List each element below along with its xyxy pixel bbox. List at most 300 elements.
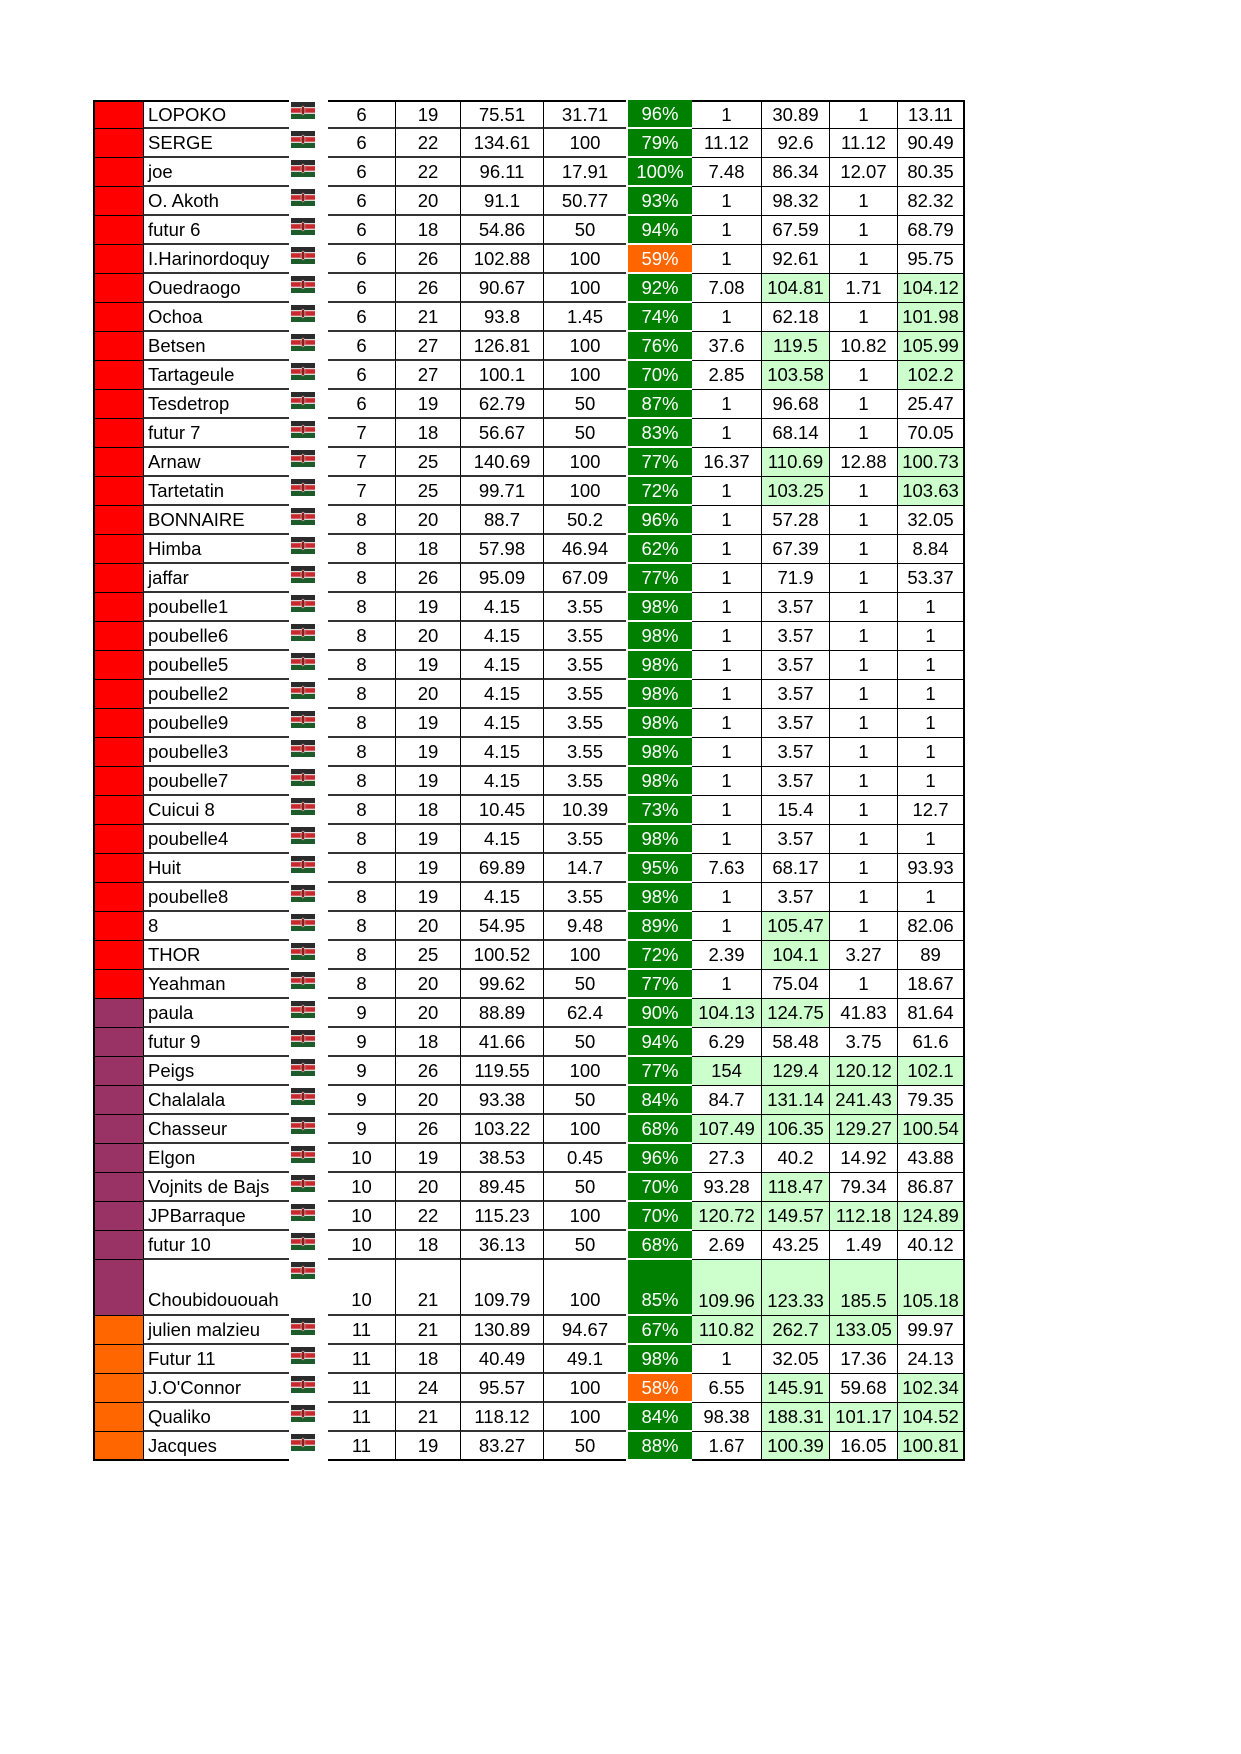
percent-cell[interactable]: 68% bbox=[626, 1231, 692, 1260]
col-b-cell[interactable]: 19 bbox=[395, 390, 460, 419]
col-a-cell[interactable]: 7 bbox=[328, 477, 395, 506]
col-e-cell[interactable]: 27.3 bbox=[692, 1144, 761, 1173]
col-e-cell[interactable]: 7.08 bbox=[692, 274, 761, 303]
col-g-cell[interactable]: 16.05 bbox=[829, 1432, 897, 1461]
col-f-cell[interactable]: 58.48 bbox=[761, 1028, 829, 1057]
percent-cell[interactable]: 98% bbox=[626, 680, 692, 709]
col-c-cell[interactable]: 40.49 bbox=[460, 1345, 543, 1374]
col-d-cell[interactable]: 3.55 bbox=[543, 767, 626, 796]
col-d-cell[interactable]: 3.55 bbox=[543, 738, 626, 767]
col-b-cell[interactable]: 20 bbox=[395, 680, 460, 709]
percent-cell[interactable]: 92% bbox=[626, 274, 692, 303]
col-e-cell[interactable]: 7.48 bbox=[692, 158, 761, 187]
col-e-cell[interactable]: 1.67 bbox=[692, 1432, 761, 1461]
percent-cell[interactable]: 85% bbox=[626, 1260, 692, 1316]
col-a-cell[interactable]: 9 bbox=[328, 1086, 395, 1115]
col-e-cell[interactable]: 1 bbox=[692, 883, 761, 912]
col-e-cell[interactable]: 1 bbox=[692, 390, 761, 419]
col-h-cell[interactable]: 1 bbox=[897, 651, 965, 680]
col-d-cell[interactable]: 50 bbox=[543, 970, 626, 999]
col-f-cell[interactable]: 30.89 bbox=[761, 100, 829, 129]
player-name-cell[interactable]: poubelle4 bbox=[143, 825, 289, 854]
col-f-cell[interactable]: 119.5 bbox=[761, 332, 829, 361]
col-h-cell[interactable]: 1 bbox=[897, 680, 965, 709]
percent-cell[interactable]: 94% bbox=[626, 216, 692, 245]
col-e-cell[interactable]: 1 bbox=[692, 535, 761, 564]
col-h-cell[interactable]: 103.63 bbox=[897, 477, 965, 506]
col-b-cell[interactable]: 22 bbox=[395, 158, 460, 187]
col-c-cell[interactable]: 4.15 bbox=[460, 622, 543, 651]
col-d-cell[interactable]: 100 bbox=[543, 245, 626, 274]
col-a-cell[interactable]: 10 bbox=[328, 1231, 395, 1260]
percent-cell[interactable]: 84% bbox=[626, 1086, 692, 1115]
col-d-cell[interactable]: 49.1 bbox=[543, 1345, 626, 1374]
col-b-cell[interactable]: 19 bbox=[395, 593, 460, 622]
player-name-cell[interactable]: SERGE bbox=[143, 129, 289, 158]
col-d-cell[interactable]: 50 bbox=[543, 419, 626, 448]
percent-cell[interactable]: 76% bbox=[626, 332, 692, 361]
col-b-cell[interactable]: 18 bbox=[395, 1231, 460, 1260]
col-b-cell[interactable]: 26 bbox=[395, 564, 460, 593]
col-g-cell[interactable]: 12.88 bbox=[829, 448, 897, 477]
col-h-cell[interactable]: 81.64 bbox=[897, 999, 965, 1028]
col-c-cell[interactable]: 109.79 bbox=[460, 1260, 543, 1316]
col-f-cell[interactable]: 262.7 bbox=[761, 1316, 829, 1345]
col-h-cell[interactable]: 82.06 bbox=[897, 912, 965, 941]
col-h-cell[interactable]: 80.35 bbox=[897, 158, 965, 187]
col-a-cell[interactable]: 8 bbox=[328, 680, 395, 709]
col-a-cell[interactable]: 6 bbox=[328, 274, 395, 303]
col-h-cell[interactable]: 68.79 bbox=[897, 216, 965, 245]
col-g-cell[interactable]: 1 bbox=[829, 419, 897, 448]
percent-cell[interactable]: 72% bbox=[626, 941, 692, 970]
player-name-cell[interactable]: Futur 11 bbox=[143, 1345, 289, 1374]
percent-cell[interactable]: 98% bbox=[626, 767, 692, 796]
col-a-cell[interactable]: 11 bbox=[328, 1345, 395, 1374]
col-a-cell[interactable]: 6 bbox=[328, 216, 395, 245]
col-a-cell[interactable]: 8 bbox=[328, 622, 395, 651]
col-b-cell[interactable]: 22 bbox=[395, 129, 460, 158]
col-c-cell[interactable]: 126.81 bbox=[460, 332, 543, 361]
col-a-cell[interactable]: 7 bbox=[328, 419, 395, 448]
col-g-cell[interactable]: 241.43 bbox=[829, 1086, 897, 1115]
percent-cell[interactable]: 74% bbox=[626, 303, 692, 332]
col-h-cell[interactable]: 100.81 bbox=[897, 1432, 965, 1461]
percent-cell[interactable]: 94% bbox=[626, 1028, 692, 1057]
col-a-cell[interactable]: 8 bbox=[328, 796, 395, 825]
percent-cell[interactable]: 90% bbox=[626, 999, 692, 1028]
col-f-cell[interactable]: 43.25 bbox=[761, 1231, 829, 1260]
col-c-cell[interactable]: 95.09 bbox=[460, 564, 543, 593]
col-b-cell[interactable]: 20 bbox=[395, 187, 460, 216]
col-f-cell[interactable]: 3.57 bbox=[761, 680, 829, 709]
col-b-cell[interactable]: 18 bbox=[395, 419, 460, 448]
player-name-cell[interactable]: Tesdetrop bbox=[143, 390, 289, 419]
col-e-cell[interactable]: 1 bbox=[692, 593, 761, 622]
percent-cell[interactable]: 62% bbox=[626, 535, 692, 564]
col-c-cell[interactable]: 75.51 bbox=[460, 100, 543, 129]
col-e-cell[interactable]: 2.69 bbox=[692, 1231, 761, 1260]
col-e-cell[interactable]: 2.85 bbox=[692, 361, 761, 390]
col-c-cell[interactable]: 56.67 bbox=[460, 419, 543, 448]
col-c-cell[interactable]: 10.45 bbox=[460, 796, 543, 825]
col-f-cell[interactable]: 71.9 bbox=[761, 564, 829, 593]
col-d-cell[interactable]: 9.48 bbox=[543, 912, 626, 941]
col-h-cell[interactable]: 8.84 bbox=[897, 535, 965, 564]
percent-cell[interactable]: 98% bbox=[626, 825, 692, 854]
percent-cell[interactable]: 68% bbox=[626, 1115, 692, 1144]
col-c-cell[interactable]: 103.22 bbox=[460, 1115, 543, 1144]
col-a-cell[interactable]: 9 bbox=[328, 1028, 395, 1057]
col-c-cell[interactable]: 118.12 bbox=[460, 1403, 543, 1432]
col-a-cell[interactable]: 6 bbox=[328, 158, 395, 187]
player-name-cell[interactable]: Peigs bbox=[143, 1057, 289, 1086]
percent-cell[interactable]: 77% bbox=[626, 448, 692, 477]
col-b-cell[interactable]: 20 bbox=[395, 999, 460, 1028]
col-g-cell[interactable]: 1 bbox=[829, 738, 897, 767]
percent-cell[interactable]: 96% bbox=[626, 506, 692, 535]
col-f-cell[interactable]: 62.18 bbox=[761, 303, 829, 332]
col-h-cell[interactable]: 1 bbox=[897, 593, 965, 622]
col-g-cell[interactable]: 10.82 bbox=[829, 332, 897, 361]
col-b-cell[interactable]: 19 bbox=[395, 1432, 460, 1461]
percent-cell[interactable]: 72% bbox=[626, 477, 692, 506]
col-d-cell[interactable]: 100 bbox=[543, 1260, 626, 1316]
col-c-cell[interactable]: 96.11 bbox=[460, 158, 543, 187]
col-g-cell[interactable]: 41.83 bbox=[829, 999, 897, 1028]
col-d-cell[interactable]: 1.45 bbox=[543, 303, 626, 332]
col-d-cell[interactable]: 3.55 bbox=[543, 651, 626, 680]
col-b-cell[interactable]: 24 bbox=[395, 1374, 460, 1403]
col-g-cell[interactable]: 1 bbox=[829, 564, 897, 593]
col-e-cell[interactable]: 1 bbox=[692, 709, 761, 738]
col-h-cell[interactable]: 53.37 bbox=[897, 564, 965, 593]
player-name-cell[interactable]: J.O'Connor bbox=[143, 1374, 289, 1403]
col-c-cell[interactable]: 134.61 bbox=[460, 129, 543, 158]
col-h-cell[interactable]: 1 bbox=[897, 709, 965, 738]
col-b-cell[interactable]: 19 bbox=[395, 651, 460, 680]
col-g-cell[interactable]: 1 bbox=[829, 245, 897, 274]
col-a-cell[interactable]: 9 bbox=[328, 1115, 395, 1144]
col-g-cell[interactable]: 1.71 bbox=[829, 274, 897, 303]
col-c-cell[interactable]: 130.89 bbox=[460, 1316, 543, 1345]
player-name-cell[interactable]: futur 7 bbox=[143, 419, 289, 448]
col-c-cell[interactable]: 99.71 bbox=[460, 477, 543, 506]
col-f-cell[interactable]: 3.57 bbox=[761, 767, 829, 796]
col-e-cell[interactable]: 1 bbox=[692, 767, 761, 796]
col-d-cell[interactable]: 46.94 bbox=[543, 535, 626, 564]
percent-cell[interactable]: 58% bbox=[626, 1374, 692, 1403]
player-name-cell[interactable]: poubelle2 bbox=[143, 680, 289, 709]
col-c-cell[interactable]: 100.1 bbox=[460, 361, 543, 390]
col-b-cell[interactable]: 20 bbox=[395, 1086, 460, 1115]
col-g-cell[interactable]: 1 bbox=[829, 535, 897, 564]
col-a-cell[interactable]: 8 bbox=[328, 912, 395, 941]
col-h-cell[interactable]: 105.18 bbox=[897, 1260, 965, 1316]
col-c-cell[interactable]: 4.15 bbox=[460, 767, 543, 796]
col-e-cell[interactable]: 98.38 bbox=[692, 1403, 761, 1432]
player-name-cell[interactable]: Huit bbox=[143, 854, 289, 883]
col-b-cell[interactable]: 21 bbox=[395, 1403, 460, 1432]
col-h-cell[interactable]: 1 bbox=[897, 738, 965, 767]
col-a-cell[interactable]: 8 bbox=[328, 506, 395, 535]
col-d-cell[interactable]: 100 bbox=[543, 332, 626, 361]
col-g-cell[interactable]: 1 bbox=[829, 883, 897, 912]
col-h-cell[interactable]: 101.98 bbox=[897, 303, 965, 332]
col-f-cell[interactable]: 149.57 bbox=[761, 1202, 829, 1231]
player-name-cell[interactable]: JPBarraque bbox=[143, 1202, 289, 1231]
percent-cell[interactable]: 98% bbox=[626, 1345, 692, 1374]
col-e-cell[interactable]: 1 bbox=[692, 680, 761, 709]
percent-cell[interactable]: 59% bbox=[626, 245, 692, 274]
col-f-cell[interactable]: 67.39 bbox=[761, 535, 829, 564]
col-d-cell[interactable]: 94.67 bbox=[543, 1316, 626, 1345]
col-b-cell[interactable]: 18 bbox=[395, 1345, 460, 1374]
col-b-cell[interactable]: 26 bbox=[395, 274, 460, 303]
col-f-cell[interactable]: 32.05 bbox=[761, 1345, 829, 1374]
col-c-cell[interactable]: 99.62 bbox=[460, 970, 543, 999]
player-name-cell[interactable]: Qualiko bbox=[143, 1403, 289, 1432]
col-h-cell[interactable]: 95.75 bbox=[897, 245, 965, 274]
col-e-cell[interactable]: 1 bbox=[692, 245, 761, 274]
player-name-cell[interactable]: BONNAIRE bbox=[143, 506, 289, 535]
col-c-cell[interactable]: 69.89 bbox=[460, 854, 543, 883]
col-h-cell[interactable]: 104.12 bbox=[897, 274, 965, 303]
col-h-cell[interactable]: 25.47 bbox=[897, 390, 965, 419]
col-d-cell[interactable]: 3.55 bbox=[543, 593, 626, 622]
col-b-cell[interactable]: 20 bbox=[395, 622, 460, 651]
col-g-cell[interactable]: 1 bbox=[829, 303, 897, 332]
percent-cell[interactable]: 70% bbox=[626, 1173, 692, 1202]
percent-cell[interactable]: 96% bbox=[626, 1144, 692, 1173]
col-d-cell[interactable]: 14.7 bbox=[543, 854, 626, 883]
col-g-cell[interactable]: 1 bbox=[829, 593, 897, 622]
col-h-cell[interactable]: 82.32 bbox=[897, 187, 965, 216]
col-a-cell[interactable]: 8 bbox=[328, 970, 395, 999]
col-d-cell[interactable]: 3.55 bbox=[543, 709, 626, 738]
col-b-cell[interactable]: 20 bbox=[395, 506, 460, 535]
col-f-cell[interactable]: 3.57 bbox=[761, 825, 829, 854]
col-e-cell[interactable]: 1 bbox=[692, 1345, 761, 1374]
player-name-cell[interactable]: Jacques bbox=[143, 1432, 289, 1461]
col-f-cell[interactable]: 96.68 bbox=[761, 390, 829, 419]
col-a-cell[interactable]: 11 bbox=[328, 1316, 395, 1345]
col-e-cell[interactable]: 6.29 bbox=[692, 1028, 761, 1057]
col-h-cell[interactable]: 18.67 bbox=[897, 970, 965, 999]
col-d-cell[interactable]: 100 bbox=[543, 1202, 626, 1231]
percent-cell[interactable]: 98% bbox=[626, 709, 692, 738]
percent-cell[interactable]: 77% bbox=[626, 970, 692, 999]
col-c-cell[interactable]: 95.57 bbox=[460, 1374, 543, 1403]
col-f-cell[interactable]: 3.57 bbox=[761, 883, 829, 912]
col-h-cell[interactable]: 90.49 bbox=[897, 129, 965, 158]
col-f-cell[interactable]: 106.35 bbox=[761, 1115, 829, 1144]
col-g-cell[interactable]: 1 bbox=[829, 825, 897, 854]
col-c-cell[interactable]: 100.52 bbox=[460, 941, 543, 970]
col-d-cell[interactable]: 50 bbox=[543, 216, 626, 245]
col-a-cell[interactable]: 9 bbox=[328, 999, 395, 1028]
col-e-cell[interactable]: 1 bbox=[692, 506, 761, 535]
percent-cell[interactable]: 96% bbox=[626, 100, 692, 129]
col-b-cell[interactable]: 19 bbox=[395, 1144, 460, 1173]
col-d-cell[interactable]: 67.09 bbox=[543, 564, 626, 593]
col-b-cell[interactable]: 19 bbox=[395, 883, 460, 912]
col-h-cell[interactable]: 1 bbox=[897, 883, 965, 912]
col-h-cell[interactable]: 102.34 bbox=[897, 1374, 965, 1403]
col-h-cell[interactable]: 104.52 bbox=[897, 1403, 965, 1432]
col-a-cell[interactable]: 8 bbox=[328, 883, 395, 912]
col-f-cell[interactable]: 145.91 bbox=[761, 1374, 829, 1403]
col-g-cell[interactable]: 1 bbox=[829, 767, 897, 796]
col-b-cell[interactable]: 19 bbox=[395, 854, 460, 883]
col-d-cell[interactable]: 50 bbox=[543, 390, 626, 419]
col-e-cell[interactable]: 1 bbox=[692, 477, 761, 506]
col-b-cell[interactable]: 25 bbox=[395, 448, 460, 477]
player-name-cell[interactable]: poubelle7 bbox=[143, 767, 289, 796]
col-e-cell[interactable]: 1 bbox=[692, 303, 761, 332]
player-name-cell[interactable]: Chalalala bbox=[143, 1086, 289, 1115]
col-d-cell[interactable]: 3.55 bbox=[543, 825, 626, 854]
col-c-cell[interactable]: 4.15 bbox=[460, 680, 543, 709]
col-b-cell[interactable]: 27 bbox=[395, 361, 460, 390]
percent-cell[interactable]: 88% bbox=[626, 1432, 692, 1461]
col-g-cell[interactable]: 1 bbox=[829, 709, 897, 738]
col-b-cell[interactable]: 21 bbox=[395, 303, 460, 332]
player-name-cell[interactable]: Chasseur bbox=[143, 1115, 289, 1144]
player-name-cell[interactable]: poubelle9 bbox=[143, 709, 289, 738]
col-f-cell[interactable]: 68.17 bbox=[761, 854, 829, 883]
col-b-cell[interactable]: 25 bbox=[395, 477, 460, 506]
col-f-cell[interactable]: 3.57 bbox=[761, 651, 829, 680]
col-e-cell[interactable]: 16.37 bbox=[692, 448, 761, 477]
player-name-cell[interactable]: THOR bbox=[143, 941, 289, 970]
col-d-cell[interactable]: 50 bbox=[543, 1173, 626, 1202]
col-c-cell[interactable]: 91.1 bbox=[460, 187, 543, 216]
col-d-cell[interactable]: 100 bbox=[543, 274, 626, 303]
col-e-cell[interactable]: 120.72 bbox=[692, 1202, 761, 1231]
col-d-cell[interactable]: 17.91 bbox=[543, 158, 626, 187]
col-b-cell[interactable]: 25 bbox=[395, 941, 460, 970]
col-e-cell[interactable]: 1 bbox=[692, 100, 761, 129]
col-a-cell[interactable]: 8 bbox=[328, 709, 395, 738]
col-e-cell[interactable]: 1 bbox=[692, 187, 761, 216]
col-f-cell[interactable]: 103.58 bbox=[761, 361, 829, 390]
col-b-cell[interactable]: 18 bbox=[395, 1028, 460, 1057]
percent-cell[interactable]: 83% bbox=[626, 419, 692, 448]
player-name-cell[interactable]: Himba bbox=[143, 535, 289, 564]
col-f-cell[interactable]: 104.1 bbox=[761, 941, 829, 970]
percent-cell[interactable]: 100% bbox=[626, 158, 692, 187]
player-name-cell[interactable]: I.Harinordoquy bbox=[143, 245, 289, 274]
player-name-cell[interactable]: Vojnits de Bajs bbox=[143, 1173, 289, 1202]
col-f-cell[interactable]: 15.4 bbox=[761, 796, 829, 825]
percent-cell[interactable]: 98% bbox=[626, 651, 692, 680]
col-f-cell[interactable]: 86.34 bbox=[761, 158, 829, 187]
col-b-cell[interactable]: 18 bbox=[395, 216, 460, 245]
col-e-cell[interactable]: 154 bbox=[692, 1057, 761, 1086]
col-e-cell[interactable]: 1 bbox=[692, 651, 761, 680]
player-name-cell[interactable]: Betsen bbox=[143, 332, 289, 361]
col-e-cell[interactable]: 110.82 bbox=[692, 1316, 761, 1345]
col-f-cell[interactable]: 92.6 bbox=[761, 129, 829, 158]
col-e-cell[interactable]: 1 bbox=[692, 622, 761, 651]
col-a-cell[interactable]: 10 bbox=[328, 1173, 395, 1202]
percent-cell[interactable]: 77% bbox=[626, 1057, 692, 1086]
col-d-cell[interactable]: 100 bbox=[543, 941, 626, 970]
player-name-cell[interactable]: Tartetatin bbox=[143, 477, 289, 506]
col-c-cell[interactable]: 4.15 bbox=[460, 593, 543, 622]
col-h-cell[interactable]: 24.13 bbox=[897, 1345, 965, 1374]
col-h-cell[interactable]: 1 bbox=[897, 767, 965, 796]
col-e-cell[interactable]: 1 bbox=[692, 738, 761, 767]
col-d-cell[interactable]: 50 bbox=[543, 1432, 626, 1461]
col-e-cell[interactable]: 1 bbox=[692, 216, 761, 245]
col-b-cell[interactable]: 26 bbox=[395, 1115, 460, 1144]
col-g-cell[interactable]: 1 bbox=[829, 477, 897, 506]
col-c-cell[interactable]: 140.69 bbox=[460, 448, 543, 477]
percent-cell[interactable]: 70% bbox=[626, 1202, 692, 1231]
col-a-cell[interactable]: 8 bbox=[328, 593, 395, 622]
col-f-cell[interactable]: 3.57 bbox=[761, 709, 829, 738]
col-d-cell[interactable]: 62.4 bbox=[543, 999, 626, 1028]
percent-cell[interactable]: 89% bbox=[626, 912, 692, 941]
col-g-cell[interactable]: 1.49 bbox=[829, 1231, 897, 1260]
col-f-cell[interactable]: 67.59 bbox=[761, 216, 829, 245]
col-f-cell[interactable]: 105.47 bbox=[761, 912, 829, 941]
player-name-cell[interactable]: Ouedraogo bbox=[143, 274, 289, 303]
col-h-cell[interactable]: 89 bbox=[897, 941, 965, 970]
col-f-cell[interactable]: 92.61 bbox=[761, 245, 829, 274]
col-g-cell[interactable]: 1 bbox=[829, 390, 897, 419]
col-h-cell[interactable]: 102.1 bbox=[897, 1057, 965, 1086]
percent-cell[interactable]: 93% bbox=[626, 187, 692, 216]
col-c-cell[interactable]: 83.27 bbox=[460, 1432, 543, 1461]
col-g-cell[interactable]: 3.75 bbox=[829, 1028, 897, 1057]
col-a-cell[interactable]: 8 bbox=[328, 941, 395, 970]
percent-cell[interactable]: 67% bbox=[626, 1316, 692, 1345]
col-e-cell[interactable]: 1 bbox=[692, 825, 761, 854]
col-g-cell[interactable]: 185.5 bbox=[829, 1260, 897, 1316]
col-d-cell[interactable]: 10.39 bbox=[543, 796, 626, 825]
player-name-cell[interactable]: poubelle6 bbox=[143, 622, 289, 651]
col-g-cell[interactable]: 3.27 bbox=[829, 941, 897, 970]
percent-cell[interactable]: 98% bbox=[626, 738, 692, 767]
col-c-cell[interactable]: 62.79 bbox=[460, 390, 543, 419]
col-b-cell[interactable]: 26 bbox=[395, 1057, 460, 1086]
col-f-cell[interactable]: 68.14 bbox=[761, 419, 829, 448]
col-b-cell[interactable]: 20 bbox=[395, 970, 460, 999]
col-d-cell[interactable]: 100 bbox=[543, 1403, 626, 1432]
player-name-cell[interactable]: Cuicui 8 bbox=[143, 796, 289, 825]
col-a-cell[interactable]: 6 bbox=[328, 361, 395, 390]
col-a-cell[interactable]: 7 bbox=[328, 448, 395, 477]
col-b-cell[interactable]: 19 bbox=[395, 709, 460, 738]
col-a-cell[interactable]: 6 bbox=[328, 245, 395, 274]
col-c-cell[interactable]: 4.15 bbox=[460, 825, 543, 854]
col-h-cell[interactable]: 105.99 bbox=[897, 332, 965, 361]
col-d-cell[interactable]: 3.55 bbox=[543, 883, 626, 912]
player-name-cell[interactable]: Tartageule bbox=[143, 361, 289, 390]
col-g-cell[interactable]: 1 bbox=[829, 216, 897, 245]
player-name-cell[interactable]: 8 bbox=[143, 912, 289, 941]
col-a-cell[interactable]: 10 bbox=[328, 1202, 395, 1231]
col-g-cell[interactable]: 1 bbox=[829, 651, 897, 680]
col-d-cell[interactable]: 50 bbox=[543, 1231, 626, 1260]
col-c-cell[interactable]: 90.67 bbox=[460, 274, 543, 303]
col-c-cell[interactable]: 115.23 bbox=[460, 1202, 543, 1231]
col-f-cell[interactable]: 40.2 bbox=[761, 1144, 829, 1173]
percent-cell[interactable]: 98% bbox=[626, 593, 692, 622]
